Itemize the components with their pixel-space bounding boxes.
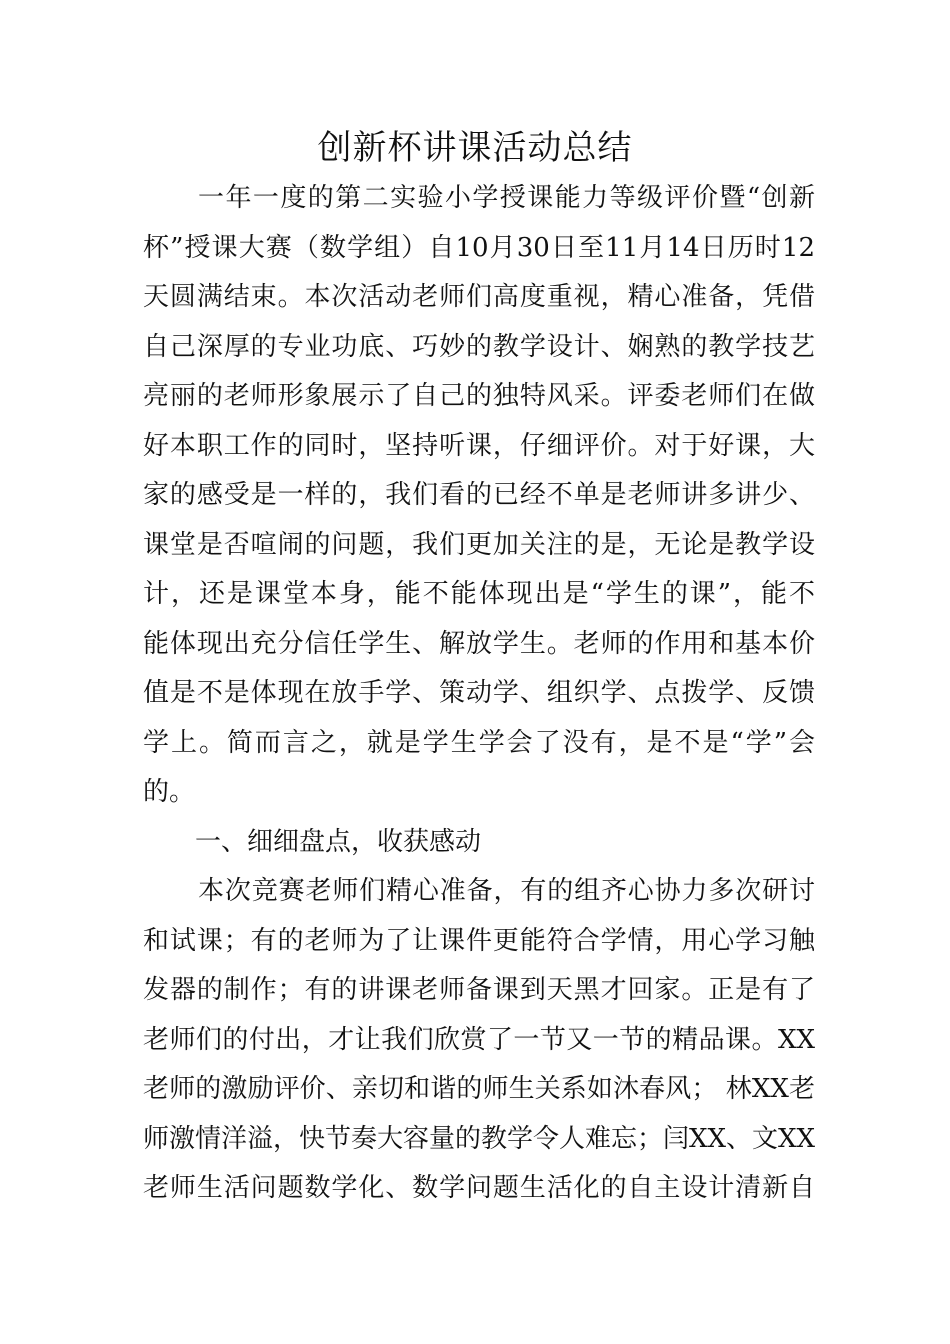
text-line: 好本职工作的同时，坚持听课，仔细评价。对于好课，大 [143, 430, 815, 461]
text-line: 本次竞赛老师们精心准备，有的组齐心协力多次研讨 [198, 876, 815, 906]
text-line: 课堂是否喧闹的问题，我们更加关注的是，无论是教学设 [143, 529, 815, 560]
text-line: 的。 [143, 777, 196, 807]
document-body [143, 174, 815, 1214]
paragraph-1 [143, 174, 815, 818]
text-line: 值是不是体现在放手学、策动学、组织学、点拨学、反馈 [143, 678, 815, 708]
text-line: 老师们的付出，才让我们欣赏了一节又一节的精品课。XX [143, 1024, 815, 1055]
text-line: 亮丽的老师形象展示了自己的独特风采。评委老师们在做 [143, 381, 815, 411]
text-line: 计，还是课堂本身，能不能体现出是“学生的课”，能不 [143, 579, 815, 609]
text-line: 学上。简而言之，就是学生学会了没有，是不是“学”会 [143, 727, 815, 758]
text-line: 老师的激励评价、亲切和谐的师生关系如沐春风； 林XX老 [143, 1074, 815, 1104]
document-title: 创新杯讲课活动总结 [317, 128, 633, 168]
text-line: 自己深厚的专业功底、巧妙的教学设计、娴熟的教学技艺 [143, 331, 815, 362]
text-line: 师激情洋溢，快节奏大容量的教学令人难忘；闫XX、文XX [143, 1123, 816, 1154]
text-line: 家的感受是一样的，我们看的已经不单是老师讲多讲少、 [143, 480, 815, 510]
section-heading: 一、细细盘点，收获感动 [195, 826, 482, 857]
text-line: 发器的制作；有的讲课老师备课到天黑才回家。正是有了 [143, 975, 815, 1005]
text-line: 老师生活问题数学化、数学问题生活化的自主设计清新自 [143, 1173, 815, 1203]
text-line: 一年一度的第二实验小学授课能力等级评价暨“创新 [198, 183, 815, 213]
paragraph-2 [143, 867, 815, 1214]
text-line: 杯”授课大赛（数学组）自10月30日至11月14日历时12 [143, 232, 815, 263]
text-line: 能体现出充分信任学生、解放学生。老师的作用和基本价 [143, 628, 815, 659]
text-line: 天圆满结束。本次活动老师们高度重视，精心准备，凭借 [143, 282, 815, 312]
text-line: 和试课；有的老师为了让课件更能符合学情，用心学习触 [143, 925, 815, 956]
